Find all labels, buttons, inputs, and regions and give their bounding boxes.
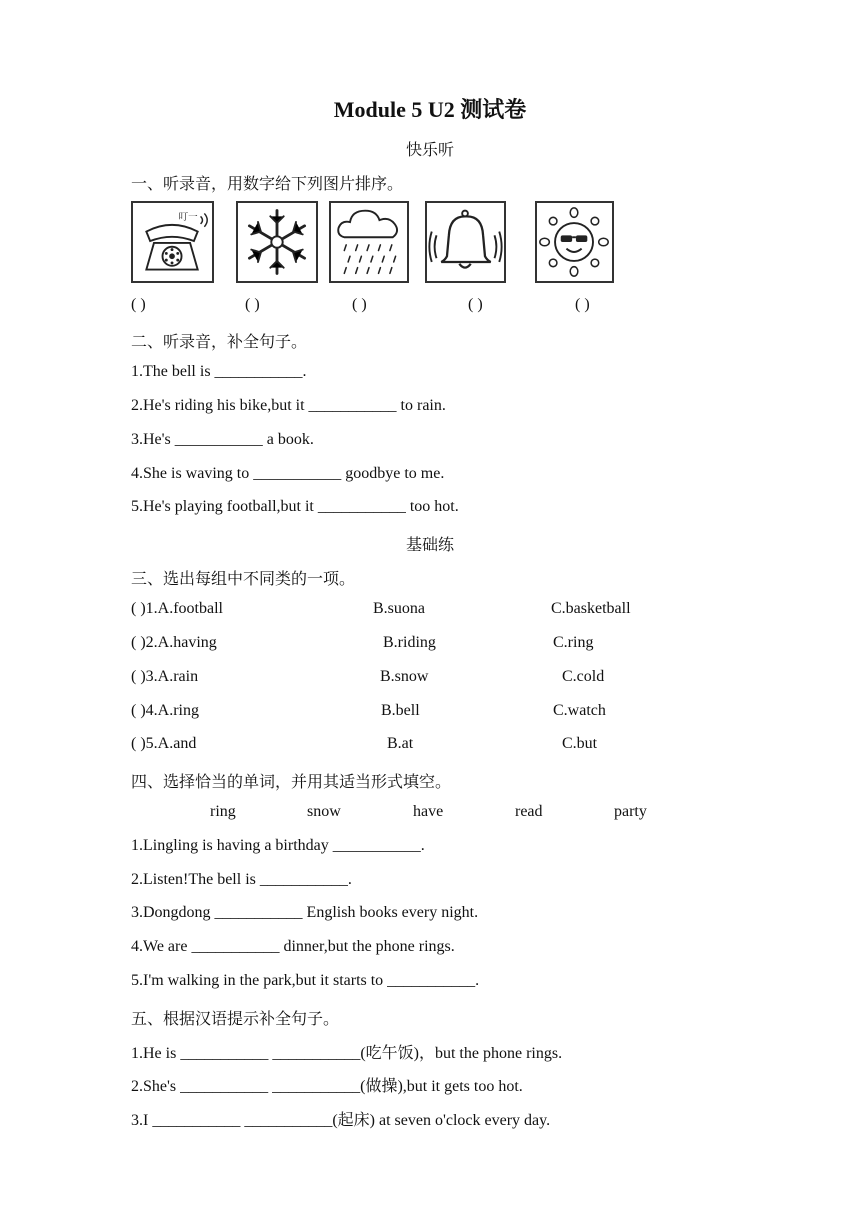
s3-q5-a: ( )5.A.and <box>131 735 197 752</box>
s2-item-1: 1.The bell is ___________. <box>131 363 307 380</box>
s4-item-1: 1.Lingling is having a birthday ___________. <box>131 837 425 854</box>
phone-sound-text: 叮一 <box>178 212 198 224</box>
answer-blank-5[interactable]: ( ) <box>575 296 590 313</box>
s2-item-5: 5.He's playing football,but it ___________ too hot. <box>131 498 459 515</box>
s3-q3-b: B.snow <box>380 668 429 685</box>
s3-q1-c: C.basketball <box>551 600 631 617</box>
s5-item-1: 1.He is ___________ ___________(吃午饭)，but the phone rings. <box>131 1045 563 1062</box>
section-basic-title: 基础练 <box>405 535 454 554</box>
s5-heading: 五、根据汉语提示补全句子。 <box>131 1009 340 1028</box>
sun-icon <box>535 201 614 283</box>
word-bank-item: party <box>614 803 647 820</box>
word-bank-item: read <box>515 803 543 820</box>
snowflake-icon <box>236 201 318 283</box>
s4-item-5: 5.I'm walking in the park,but it starts to ___________. <box>131 972 480 989</box>
s4-heading: 四、选择恰当的单词，并用其适当形式填空。 <box>131 772 452 791</box>
section-listen-title: 快乐听 <box>405 140 454 159</box>
s3-q3-c: C.cold <box>562 668 605 685</box>
s2-item-4: 4.She is waving to ___________ goodbye to me. <box>131 465 445 482</box>
s3-q2-a: ( )2.A.having <box>131 634 217 651</box>
s3-q5-b: B.at <box>387 735 414 752</box>
s3-q4-b: B.bell <box>381 702 420 719</box>
s4-item-4: 4.We are ___________ dinner,but the phone rings. <box>131 938 455 955</box>
s2-item-2: 2.He's riding his bike,but it ___________ to rain. <box>131 397 446 414</box>
s3-q3-a: ( )3.A.rain <box>131 668 199 685</box>
answer-blank-1[interactable]: ( ) <box>131 296 146 313</box>
s3-q2-b: B.riding <box>383 634 436 651</box>
s3-q4-a: ( )4.A.ring <box>131 702 199 719</box>
answer-blank-3[interactable]: ( ) <box>352 296 367 313</box>
answer-blank-2[interactable]: ( ) <box>245 296 260 313</box>
s5-item-3: 3.I ___________ ___________(起床) at seven o'clock every day. <box>131 1112 551 1129</box>
s3-q1-a: ( )1.A.football <box>131 600 223 617</box>
word-bank-item: have <box>413 803 444 820</box>
s3-q2-c: C.ring <box>553 634 594 651</box>
s1-heading: 一、听录音，用数字给下列图片排序。 <box>131 174 404 193</box>
s4-item-2: 2.Listen!The bell is ___________. <box>131 871 352 888</box>
bell-icon <box>425 201 506 283</box>
s2-heading: 二、听录音，补全句子。 <box>131 332 308 351</box>
telephone-icon <box>131 201 214 283</box>
page-title: Module 5 U2 测试卷 <box>333 97 527 122</box>
s3-q1-b: B.suona <box>373 600 425 617</box>
s2-item-3: 3.He's ___________ a book. <box>131 431 314 448</box>
s5-item-2: 2.She's ___________ ___________(做操),but it gets too hot. <box>131 1078 523 1095</box>
answer-blank-4[interactable]: ( ) <box>468 296 483 313</box>
word-bank-item: ring <box>210 803 236 820</box>
word-bank-item: snow <box>307 803 341 820</box>
s3-q4-c: C.watch <box>553 702 606 719</box>
s3-q5-c: C.but <box>562 735 598 752</box>
rain-cloud-icon <box>329 201 409 283</box>
s3-heading: 三、选出每组中不同类的一项。 <box>131 569 356 588</box>
s4-item-3: 3.Dongdong ___________ English books every night. <box>131 904 479 921</box>
